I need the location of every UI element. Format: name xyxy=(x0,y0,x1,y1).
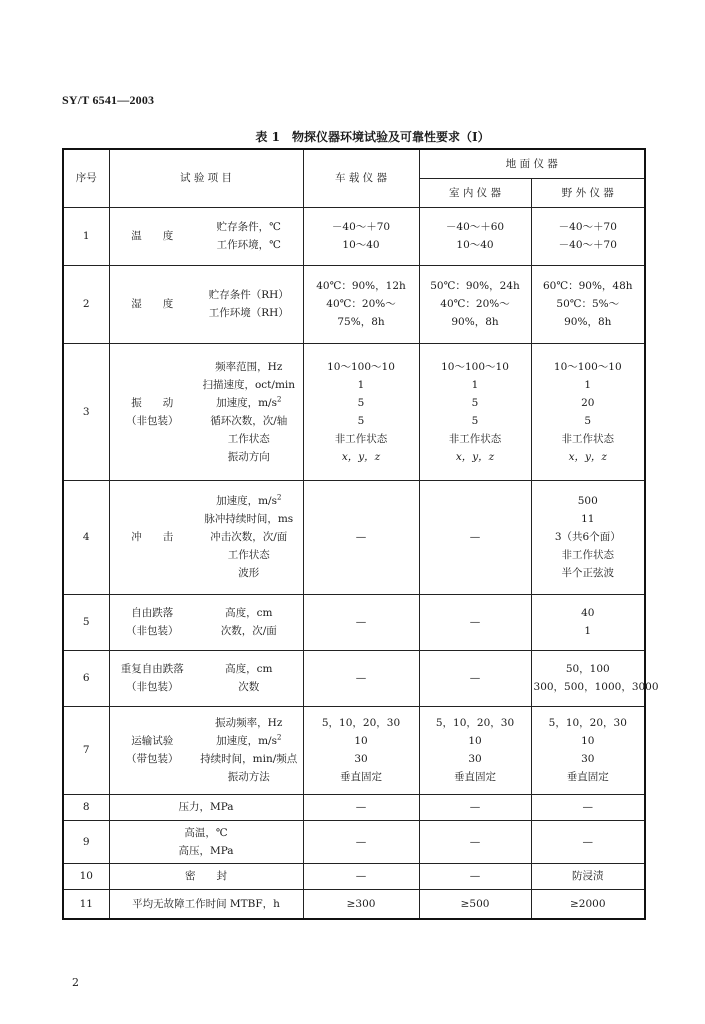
indoor-value xyxy=(419,706,531,794)
table-row xyxy=(63,265,645,343)
row-seq: 8 xyxy=(63,794,109,820)
row-item-name xyxy=(109,265,195,343)
cell-line: 垂直固定 xyxy=(566,771,609,783)
cell-line: 半个正弦波 xyxy=(561,567,615,579)
table-row xyxy=(63,820,645,863)
cell-line: 40 xyxy=(581,607,595,619)
cell-line: 40℃：20%～ xyxy=(440,298,510,310)
cell-line: 1 xyxy=(471,378,479,391)
field-value xyxy=(531,794,645,820)
row-item-name xyxy=(109,207,195,265)
row-seq: 5 xyxy=(63,594,109,650)
cell-line: 10～100～10 xyxy=(553,360,622,373)
cell-line: （非包装） xyxy=(126,625,179,637)
cell-line: 30 xyxy=(581,753,595,765)
cell-line: — xyxy=(469,672,481,684)
field-value xyxy=(531,650,659,706)
cell-line: 90%，8h xyxy=(451,316,499,328)
row-item-name xyxy=(109,650,195,706)
cell-line: 30 xyxy=(468,753,482,765)
cell-line: 5，10，20，30 xyxy=(435,717,515,729)
cell-line: — xyxy=(582,801,594,813)
cell-line: — xyxy=(469,801,481,813)
header-field: 野 外 仪 器 xyxy=(531,178,645,207)
cell-line: 波形 xyxy=(238,567,260,579)
cell-line: 300，500，1000，3000 xyxy=(533,681,659,693)
row-item-name xyxy=(109,480,195,594)
row-item-params xyxy=(195,207,303,265)
row-item-params xyxy=(195,265,303,343)
spec-table-body xyxy=(63,149,659,919)
cell-line: 脉冲持续时间，ms xyxy=(204,513,294,525)
row-seq: 2 xyxy=(63,265,109,343)
table-row xyxy=(63,706,645,794)
cell-line: 重复自由跌落 xyxy=(120,663,184,675)
table-row xyxy=(63,650,645,706)
vehicle-value xyxy=(303,207,419,265)
field-value xyxy=(531,863,645,889)
cell-line: 10 xyxy=(468,735,482,747)
row-item-name xyxy=(109,594,195,650)
vehicle-value xyxy=(303,343,419,480)
row-item-name xyxy=(109,706,195,794)
cell-line: 5 xyxy=(357,414,365,427)
cell-line: 加速度，$m/s^2$ xyxy=(216,493,282,507)
cell-line: －40～＋70 xyxy=(331,221,391,233)
row-seq: 9 xyxy=(63,820,109,863)
cell-line: 500 xyxy=(577,495,598,507)
cell-line: －40～＋70 xyxy=(558,221,617,233)
cell-line: — xyxy=(582,835,594,848)
cell-line: 垂直固定 xyxy=(454,771,497,783)
row-seq: 1 xyxy=(63,207,109,265)
cell-line: 10～100～10 xyxy=(441,360,509,373)
cell-line: 60℃：90%，48h xyxy=(542,280,633,292)
cell-line: x，y，z xyxy=(568,450,607,463)
table-row xyxy=(63,889,645,919)
cell-line: 5 xyxy=(471,414,479,427)
field-value xyxy=(531,343,645,480)
cell-line: 高温，℃ xyxy=(184,826,228,839)
vehicle-value xyxy=(303,594,419,650)
cell-line: 温 度 xyxy=(131,230,174,242)
standard-code: SY/T 6541—2003 xyxy=(62,93,155,107)
row-item xyxy=(109,889,303,919)
cell-line: ≥2000 xyxy=(570,897,606,910)
indoor-value xyxy=(419,594,531,650)
row-item-params xyxy=(195,594,303,650)
row-seq: 11 xyxy=(63,889,109,919)
cell-line: 50℃：90%，24h xyxy=(430,280,520,292)
table-row xyxy=(63,343,645,480)
cell-line: 高度，cm xyxy=(225,607,273,619)
cell-line: x，y，z xyxy=(341,450,381,463)
cell-line: 10～40 xyxy=(342,239,380,251)
cell-line: 自由跌落 xyxy=(131,607,174,619)
cell-line: 振动方向 xyxy=(227,450,270,463)
cell-line: — xyxy=(469,835,481,848)
cell-line: 防浸渍 xyxy=(572,870,604,882)
cell-line: 平均无故障工作时间 MTBF，h xyxy=(132,897,280,910)
row-item xyxy=(109,820,303,863)
cell-line: x，y，z xyxy=(455,450,495,463)
cell-line: 10～40 xyxy=(456,239,494,251)
cell-line: 垂直固定 xyxy=(340,771,383,783)
cell-line: 高度，cm xyxy=(225,663,273,675)
cell-line: 运输试验 xyxy=(131,735,174,747)
indoor-value xyxy=(419,820,531,863)
cell-line: 30 xyxy=(354,753,368,765)
cell-line: 次数，次/面 xyxy=(220,625,277,637)
indoor-value xyxy=(419,343,531,480)
cell-line: 振动频率，Hz xyxy=(215,717,283,729)
row-seq: 7 xyxy=(63,706,109,794)
cell-line: ≥500 xyxy=(460,897,490,910)
cell-line: 非工作状态 xyxy=(561,549,615,561)
cell-line: 5 xyxy=(584,414,592,427)
cell-line: 加速度，$m/s^2$ xyxy=(216,395,282,409)
cell-line: ≥300 xyxy=(346,897,376,910)
cell-line: 40℃：90%，12h xyxy=(316,280,406,292)
field-value xyxy=(531,265,645,343)
field-value xyxy=(531,706,645,794)
cell-line: — xyxy=(469,616,481,628)
row-item-params xyxy=(195,650,303,706)
cell-line: 50℃：5%～ xyxy=(556,298,620,310)
cell-line: 振动方法 xyxy=(227,771,270,783)
cell-line: 工作状态 xyxy=(227,432,270,445)
cell-line: 贮存条件，℃ xyxy=(216,221,281,233)
cell-line: （非包装） xyxy=(126,681,179,693)
cell-line: 75%，8h xyxy=(337,316,385,328)
vehicle-value xyxy=(303,794,419,820)
vehicle-value xyxy=(303,863,419,889)
row-item xyxy=(109,863,303,889)
cell-line: — xyxy=(469,870,481,882)
cell-line: 50，100 xyxy=(565,663,610,675)
header-row-top xyxy=(63,149,645,178)
cell-line: 密 封 xyxy=(185,870,227,882)
header-indoor: 室 内 仪 器 xyxy=(419,178,531,207)
cell-line: 10～100～10 xyxy=(327,360,395,373)
cell-line: — xyxy=(355,616,367,628)
table-row xyxy=(63,794,645,820)
vehicle-value xyxy=(303,820,419,863)
cell-line: －40～＋70 xyxy=(558,239,617,251)
cell-line: — xyxy=(355,801,367,813)
row-item xyxy=(109,794,303,820)
cell-line: — xyxy=(355,531,367,543)
cell-line: 非工作状态 xyxy=(334,432,388,445)
cell-line: 扫描速度，oct/min xyxy=(202,378,296,391)
cell-line: 工作环境，℃ xyxy=(216,239,281,251)
spec-table xyxy=(62,148,659,920)
cell-line: 10 xyxy=(354,735,368,747)
field-value xyxy=(531,594,645,650)
row-item-params xyxy=(195,480,303,594)
cell-line: — xyxy=(355,835,367,848)
table-row xyxy=(63,594,645,650)
field-value xyxy=(531,820,645,863)
cell-line: 1 xyxy=(584,378,592,391)
cell-line: 冲 击 xyxy=(131,531,174,543)
header-item: 试 验 项 目 xyxy=(109,149,303,207)
cell-line: 湿 度 xyxy=(131,298,174,310)
cell-line: 冲击次数，次/面 xyxy=(210,531,288,543)
cell-line: 20 xyxy=(581,396,595,409)
cell-line: 5 xyxy=(471,396,479,409)
cell-line: 振 动 xyxy=(131,396,174,409)
cell-line: 5 xyxy=(357,396,365,409)
vehicle-value xyxy=(303,706,419,794)
vehicle-value xyxy=(303,889,419,919)
cell-line: 非工作状态 xyxy=(448,432,502,445)
cell-line: 高压，MPa xyxy=(178,844,234,857)
cell-line: －40～＋60 xyxy=(445,221,505,233)
vehicle-value xyxy=(303,480,419,594)
cell-line: 5，10，20，30 xyxy=(548,717,627,729)
cell-line: 循环次数，次/轴 xyxy=(210,414,288,427)
cell-line: 压力，MPa xyxy=(178,801,234,813)
row-item-params xyxy=(195,343,303,480)
header-vehicle: 车 载 仪 器 xyxy=(303,149,419,207)
cell-line: 工作环境（RH） xyxy=(208,307,289,319)
cell-line: — xyxy=(355,672,367,684)
cell-line: 3（共6个面） xyxy=(554,531,621,543)
indoor-value xyxy=(419,480,531,594)
cell-line: 工作状态 xyxy=(227,549,270,561)
table-row xyxy=(63,863,645,889)
cell-line: 90%，8h xyxy=(564,316,612,328)
field-value xyxy=(531,207,645,265)
cell-line: 11 xyxy=(581,513,595,525)
row-seq: 6 xyxy=(63,650,109,706)
vehicle-value xyxy=(303,650,419,706)
indoor-value xyxy=(419,650,531,706)
header-seq: 序号 xyxy=(63,149,109,207)
cell-line: — xyxy=(469,531,481,543)
cell-line: 频率范围，Hz xyxy=(215,360,283,373)
indoor-value xyxy=(419,863,531,889)
header-ground: 地 面 仪 器 xyxy=(419,149,645,178)
vehicle-value xyxy=(303,265,419,343)
cell-line: 1 xyxy=(357,378,365,391)
table-caption: 表 1 物探仪器环境试验及可靠性要求（Ⅰ） xyxy=(255,130,490,144)
row-item-params xyxy=(195,706,303,794)
indoor-value xyxy=(419,265,531,343)
indoor-value xyxy=(419,889,531,919)
cell-line: 持续时间，min/频点 xyxy=(200,753,298,765)
cell-line: 次数 xyxy=(238,681,260,693)
indoor-value xyxy=(419,207,531,265)
row-item-name xyxy=(109,343,195,480)
table-row xyxy=(63,480,645,594)
cell-line: 贮存条件（RH） xyxy=(208,289,289,301)
indoor-value xyxy=(419,794,531,820)
cell-line: （非包装） xyxy=(126,414,179,427)
row-seq: 4 xyxy=(63,480,109,594)
cell-line: （带包装） xyxy=(126,753,179,765)
cell-line: 非工作状态 xyxy=(561,432,615,445)
table-row xyxy=(63,207,645,265)
cell-line: 加速度，$m/s^2$ xyxy=(216,733,282,747)
cell-line: 5，10，20，30 xyxy=(321,717,401,729)
field-value xyxy=(531,889,645,919)
row-seq: 10 xyxy=(63,863,109,889)
row-seq: 3 xyxy=(63,343,109,480)
cell-line: 1 xyxy=(584,625,592,637)
field-value xyxy=(531,480,645,594)
cell-line: — xyxy=(355,870,367,882)
cell-line: 40℃：20%～ xyxy=(326,298,396,310)
page-number: 2 xyxy=(72,976,79,989)
cell-line: 10 xyxy=(581,735,595,747)
